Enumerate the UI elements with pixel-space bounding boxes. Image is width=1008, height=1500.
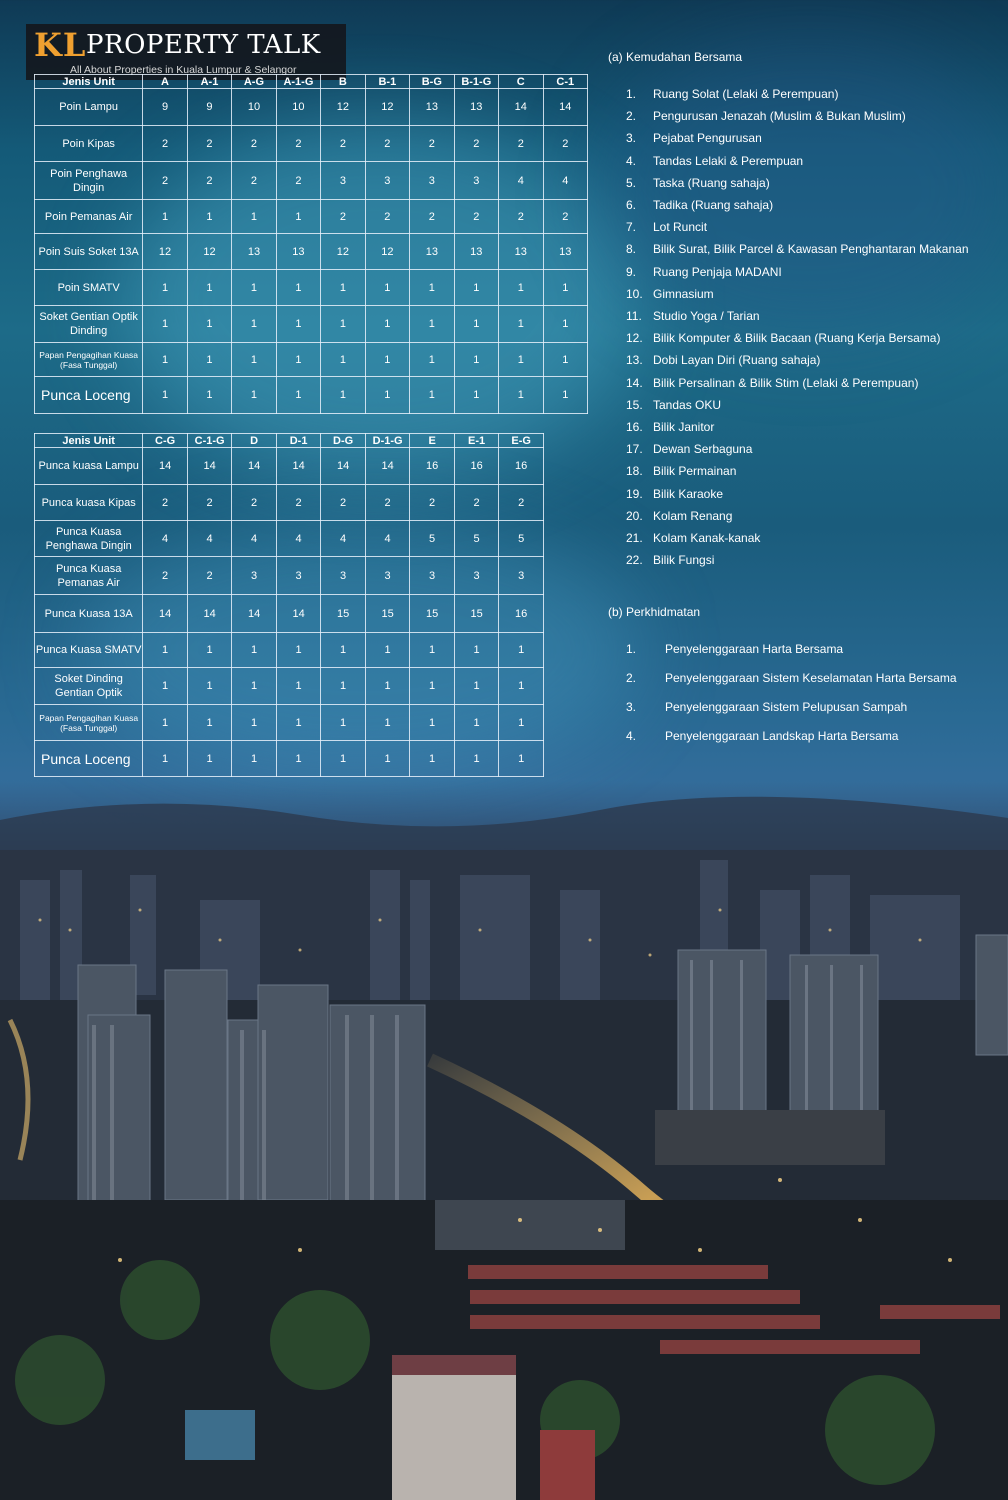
table-cell: 4 [499, 162, 543, 200]
table-cell: 2 [454, 126, 498, 162]
table-cell: 2 [276, 162, 320, 200]
table-row [35, 200, 588, 234]
table-cell: 1 [232, 633, 277, 668]
table-cell: 13 [454, 89, 498, 126]
table-cell: 2 [143, 126, 187, 162]
table-cell: 1 [365, 377, 409, 414]
table-cell: 1 [543, 306, 588, 343]
table-cell: 3 [321, 557, 366, 595]
list-item-number: 10. [626, 286, 643, 301]
column-header-unit: C [499, 75, 543, 89]
table-cell: 2 [410, 126, 454, 162]
table-cell: 1 [143, 633, 188, 668]
table-cell: 1 [232, 200, 276, 234]
table-row [35, 705, 544, 741]
column-header-unit: C-1 [543, 75, 588, 89]
table-cell: 15 [365, 595, 410, 633]
table-cell: 1 [499, 306, 543, 343]
table-cell: 2 [276, 485, 321, 521]
row-label: Papan Pengagihan Kuasa (Fasa Tunggal) [35, 343, 143, 377]
logo-title: PROPERTY TALK [86, 30, 321, 60]
row-label: Punca kuasa Lampu [35, 448, 143, 485]
site-logo [26, 24, 346, 80]
column-header-unit: D [232, 434, 277, 448]
table-cell: 5 [454, 521, 499, 557]
table-cell: 1 [187, 270, 231, 306]
list-item-number: 22. [626, 553, 643, 568]
table-cell: 12 [143, 234, 187, 270]
table-cell: 4 [232, 521, 277, 557]
table-cell: 1 [410, 668, 455, 705]
table-cell: 2 [321, 126, 365, 162]
list-item-text: Penyelenggaraan Harta Bersama [665, 642, 844, 656]
table-cell: 2 [543, 126, 588, 162]
list-item-text: Dewan Serbaguna [653, 442, 753, 457]
table-row [35, 343, 588, 377]
table-cell: 1 [276, 633, 321, 668]
table-cell: 1 [321, 705, 366, 741]
table-cell: 16 [410, 448, 455, 485]
table-cell: 3 [499, 557, 544, 595]
table-cell: 1 [365, 270, 409, 306]
list-item-number: 17. [626, 442, 643, 457]
table-cell: 16 [499, 448, 544, 485]
table-cell: 3 [454, 557, 499, 595]
table-cell: 1 [365, 306, 409, 343]
list-item-text: Bilik Surat, Bilik Parcel & Kawasan Penghantaran Makanan [653, 242, 969, 257]
table-cell: 2 [232, 485, 277, 521]
table-row [35, 306, 588, 343]
table-cell: 14 [143, 448, 188, 485]
table-cell: 1 [232, 343, 276, 377]
list-item-text: Dobi Layan Diri (Ruang sahaja) [653, 353, 821, 368]
table-row [35, 448, 544, 485]
kemudahan-heading: (a) Kemudahan Bersama [608, 50, 743, 64]
list-item-text: Bilik Fungsi [653, 553, 715, 568]
table-cell: 2 [143, 485, 188, 521]
table-cell: 3 [410, 162, 454, 200]
column-header-unit: D-G [321, 434, 366, 448]
row-label: Punca Kuasa Pemanas Air [35, 557, 143, 595]
list-item-number: 15. [626, 397, 643, 412]
list-item-text: Pejabat Pengurusan [653, 131, 762, 146]
column-header-unit: A-1 [187, 75, 231, 89]
table-cell: 2 [499, 200, 543, 234]
column-header-unit: E-G [499, 434, 544, 448]
list-item-number: 2. [626, 671, 637, 685]
table-cell: 10 [232, 89, 276, 126]
table-cell: 1 [499, 270, 543, 306]
column-header-unit: C-1-G [187, 434, 232, 448]
table-cell: 1 [499, 633, 544, 668]
table-cell: 1 [499, 741, 544, 777]
table-cell: 1 [143, 200, 187, 234]
table-cell: 1 [232, 705, 277, 741]
table-cell: 1 [365, 705, 410, 741]
table-cell: 1 [410, 741, 455, 777]
table-cell: 2 [410, 200, 454, 234]
table-cell: 1 [143, 377, 187, 414]
table-cell: 10 [276, 89, 320, 126]
table-cell: 1 [365, 633, 410, 668]
column-header-unit: B [321, 75, 365, 89]
table-cell: 2 [187, 162, 231, 200]
table-cell: 1 [543, 343, 588, 377]
list-item-number: 19. [626, 486, 643, 501]
table-cell: 1 [232, 270, 276, 306]
table-cell: 14 [187, 595, 232, 633]
list-item-number: 21. [626, 531, 643, 545]
table-cell: 14 [365, 448, 410, 485]
table-cell: 1 [276, 270, 320, 306]
table-cell: 2 [454, 200, 498, 234]
table-cell: 3 [365, 162, 409, 200]
list-item-text: Bilik Persalinan & Bilik Stim (Lelaki & Perempuan) [653, 375, 919, 390]
table-cell: 1 [543, 270, 588, 306]
column-header-jenis-unit: Jenis Unit [35, 434, 143, 448]
list-item-number: 3. [626, 131, 637, 146]
table-cell: 1 [276, 200, 320, 234]
table-cell: 1 [410, 705, 455, 741]
perkhidmatan-heading: (b) Perkhidmatan [608, 605, 701, 619]
list-item-text: Tandas Lelaki & Perempuan [653, 153, 804, 168]
list-item-text: Pengurusan Jenazah (Muslim & Bukan Muslim) [653, 109, 906, 124]
table-cell: 2 [365, 126, 409, 162]
table-cell: 3 [365, 557, 410, 595]
list-item-number: 7. [626, 220, 637, 235]
table-row [35, 162, 588, 200]
table-row [35, 595, 544, 633]
table-cell: 1 [410, 633, 455, 668]
table-cell: 1 [321, 633, 366, 668]
table-row [35, 633, 544, 668]
table-cell: 13 [232, 234, 276, 270]
table-cell: 2 [499, 485, 544, 521]
column-header-unit: A-1-G [276, 75, 320, 89]
table-cell: 1 [143, 306, 187, 343]
table-cell: 15 [454, 595, 499, 633]
table-cell: 12 [365, 89, 409, 126]
table-cell: 5 [410, 521, 455, 557]
table-cell: 1 [276, 668, 321, 705]
list-item-text: Tadika (Ruang sahaja) [653, 198, 774, 212]
table-cell: 1 [276, 705, 321, 741]
table-cell: 13 [276, 234, 320, 270]
table-cell: 1 [187, 306, 231, 343]
list-item-number: 14. [626, 375, 643, 390]
table-cell: 1 [454, 270, 498, 306]
table-cell: 2 [365, 485, 410, 521]
table-cell: 14 [187, 448, 232, 485]
list-item-number: 2. [626, 109, 637, 124]
logo-kl: KL [34, 26, 87, 64]
row-label: Poin Lampu [35, 89, 143, 126]
table-cell: 2 [365, 200, 409, 234]
list-item-text: Penyelenggaraan Landskap Harta Bersama [665, 729, 899, 743]
table-cell: 1 [410, 306, 454, 343]
row-label: Poin Suis Soket 13A [35, 234, 143, 270]
list-item-text: Ruang Solat (Lelaki & Perempuan) [653, 87, 839, 101]
table-cell: 1 [276, 377, 320, 414]
table-cell: 1 [143, 343, 187, 377]
table-cell: 16 [499, 595, 544, 633]
table-cell: 1 [232, 306, 276, 343]
table-cell: 4 [187, 521, 232, 557]
list-item-text: Lot Runcit [653, 220, 708, 235]
list-item-number: 8. [626, 242, 637, 257]
table-cell: 4 [543, 162, 588, 200]
table-cell: 1 [187, 200, 231, 234]
table-cell: 1 [321, 270, 365, 306]
table-row [35, 741, 544, 777]
table-cell: 14 [232, 595, 277, 633]
list-item-text: Tandas OKU [653, 397, 722, 412]
table-cell: 1 [321, 668, 366, 705]
list-item-number: 4. [626, 153, 637, 168]
table-row [35, 521, 544, 557]
table-cell: 3 [232, 557, 277, 595]
list-item-number: 13. [626, 353, 643, 368]
column-header-unit: C-G [143, 434, 188, 448]
column-header-unit: A [143, 75, 187, 89]
column-header-unit: D-1 [276, 434, 321, 448]
table-cell: 15 [321, 595, 366, 633]
table-cell: 1 [410, 270, 454, 306]
list-item-number: 1. [626, 87, 637, 101]
table-cell: 1 [410, 377, 454, 414]
table-cell: 1 [321, 306, 365, 343]
table-cell: 1 [365, 343, 409, 377]
row-label: Papan Pengagihan Kuasa (Fasa Tunggal) [35, 705, 143, 741]
row-label: Punca kuasa Kipas [35, 485, 143, 521]
table-cell: 1 [321, 343, 365, 377]
list-item-number: 6. [626, 198, 637, 212]
table-cell: 2 [232, 162, 276, 200]
row-label: Poin Kipas [35, 126, 143, 162]
table-cell: 14 [276, 595, 321, 633]
table-row [35, 557, 544, 595]
table-cell: 1 [454, 306, 498, 343]
column-header-unit: B-1-G [454, 75, 498, 89]
table-cell: 1 [187, 705, 232, 741]
table-cell: 14 [276, 448, 321, 485]
table-cell: 13 [410, 89, 454, 126]
table-cell: 1 [187, 377, 231, 414]
table-cell: 1 [187, 741, 232, 777]
table-cell: 9 [187, 89, 231, 126]
table-cell: 1 [143, 668, 188, 705]
table-cell: 12 [321, 89, 365, 126]
table-cell: 1 [321, 741, 366, 777]
table-cell: 1 [454, 705, 499, 741]
table-cell: 2 [187, 485, 232, 521]
table-cell: 4 [276, 521, 321, 557]
table-cell: 1 [143, 270, 187, 306]
table-cell: 2 [187, 126, 231, 162]
list-item-text: Taska (Ruang sahaja) [653, 175, 770, 190]
table-cell: 1 [143, 741, 188, 777]
list-item-text: Kolam Kanak-kanak [653, 531, 761, 545]
list-item-number: 11. [626, 309, 642, 323]
table-cell: 5 [499, 521, 544, 557]
table-cell: 13 [454, 234, 498, 270]
list-item-text: Gimnasium [653, 286, 714, 301]
list-item-number: 20. [626, 508, 643, 523]
table-cell: 14 [232, 448, 277, 485]
list-item-text: Bilik Karaoke [653, 486, 724, 501]
list-item-text: Penyelenggaraan Sistem Keselamatan Harta Bersama [665, 671, 957, 685]
table-cell: 2 [321, 200, 365, 234]
table-cell: 4 [321, 521, 366, 557]
table-row [35, 89, 588, 126]
table-cell: 2 [187, 557, 232, 595]
row-label: Punca Kuasa Penghawa Dingin [35, 521, 143, 557]
table-cell: 1 [187, 343, 231, 377]
table-row [35, 668, 544, 705]
table-cell: 12 [187, 234, 231, 270]
table-cell: 1 [499, 343, 543, 377]
list-item-text: Bilik Permainan [653, 464, 737, 479]
table-cell: 1 [410, 343, 454, 377]
table-cell: 4 [143, 521, 188, 557]
table-cell: 2 [143, 557, 188, 595]
table-cell: 1 [454, 741, 499, 777]
table-row [35, 126, 588, 162]
table-cell: 1 [321, 377, 365, 414]
list-item-text: Bilik Komputer & Bilik Bacaan (Ruang Kerja Bersama) [653, 331, 941, 346]
list-item-text: Kolam Renang [653, 508, 733, 523]
table-row [35, 234, 588, 270]
list-item-number: 3. [626, 700, 637, 714]
row-label: Poin SMATV [35, 270, 143, 306]
table-cell: 13 [410, 234, 454, 270]
table-cell: 1 [499, 705, 544, 741]
table-cell: 1 [365, 668, 410, 705]
table-cell: 1 [454, 668, 499, 705]
table-cell: 1 [499, 377, 543, 414]
table-cell: 1 [365, 741, 410, 777]
row-label: Punca Loceng [35, 741, 143, 777]
table-cell: 1 [454, 633, 499, 668]
table-cell: 1 [232, 741, 277, 777]
table-cell: 12 [321, 234, 365, 270]
table-row [35, 377, 588, 414]
column-header-unit: E-1 [454, 434, 499, 448]
table-cell: 2 [454, 485, 499, 521]
table-cell: 4 [365, 521, 410, 557]
table-cell: 3 [276, 557, 321, 595]
table-cell: 3 [410, 557, 455, 595]
row-label: Poin Penghawa Dingin [35, 162, 143, 200]
row-label: Poin Pemanas Air [35, 200, 143, 234]
list-item-number: 16. [626, 420, 643, 434]
column-header-jenis-unit: Jenis Unit [35, 75, 143, 89]
table-cell: 1 [543, 377, 588, 414]
table-cell: 1 [454, 343, 498, 377]
list-item-text: Penyelenggaraan Sistem Pelupusan Sampah [665, 700, 908, 714]
table-cell: 1 [499, 668, 544, 705]
table-cell: 2 [232, 126, 276, 162]
list-item-number: 18. [626, 464, 643, 479]
table-cell: 1 [276, 343, 320, 377]
column-header-unit: E [410, 434, 455, 448]
column-header-unit: A-G [232, 75, 276, 89]
row-label: Punca Kuasa 13A [35, 595, 143, 633]
table-cell: 3 [454, 162, 498, 200]
column-header-unit: B-1 [365, 75, 409, 89]
spec-table-2 [34, 433, 544, 777]
table-row [35, 270, 588, 306]
spec-table-1 [34, 74, 588, 414]
table-cell: 2 [143, 162, 187, 200]
list-item-number: 9. [626, 264, 637, 279]
table-cell: 12 [365, 234, 409, 270]
logo-subtitle: All About Properties in Kuala Lumpur & Selangor [70, 64, 297, 76]
table-cell: 16 [454, 448, 499, 485]
column-header-unit: B-G [410, 75, 454, 89]
table-cell: 3 [321, 162, 365, 200]
list-item-text: Bilik Janitor [653, 420, 715, 434]
table-cell: 1 [187, 633, 232, 668]
list-item-number: 1. [626, 642, 637, 656]
table-cell: 1 [454, 377, 498, 414]
city-skyline-image [0, 780, 1008, 1500]
table-header-row [35, 434, 544, 448]
table-cell: 14 [143, 595, 188, 633]
table-cell: 2 [321, 485, 366, 521]
column-header-unit: D-1-G [365, 434, 410, 448]
table-cell: 14 [499, 89, 543, 126]
table-cell: 1 [143, 705, 188, 741]
row-label: Soket Gentian Optik Dinding [35, 306, 143, 343]
list-item-number: 5. [626, 175, 637, 190]
row-label: Punca Kuasa SMATV [35, 633, 143, 668]
table-cell: 14 [321, 448, 366, 485]
table-cell: 1 [187, 668, 232, 705]
table-cell: 2 [276, 126, 320, 162]
table-cell: 2 [410, 485, 455, 521]
table-cell: 15 [410, 595, 455, 633]
row-label: Punca Loceng [35, 377, 143, 414]
row-label: Soket Dinding Gentian Optik [35, 668, 143, 705]
list-item-text: Studio Yoga / Tarian [653, 309, 760, 323]
list-item-number: 4. [626, 729, 637, 743]
list-item-text: Ruang Penjaja MADANI [653, 264, 782, 279]
table-cell: 13 [543, 234, 588, 270]
table-cell: 14 [543, 89, 588, 126]
table-cell: 1 [232, 668, 277, 705]
table-cell: 9 [143, 89, 187, 126]
table-cell: 2 [499, 126, 543, 162]
list-item-number: 12. [626, 331, 643, 346]
table-cell: 2 [543, 200, 588, 234]
table-header-row [35, 75, 588, 89]
table-row [35, 485, 544, 521]
table-cell: 1 [232, 377, 276, 414]
table-cell: 1 [276, 306, 320, 343]
table-cell: 13 [499, 234, 543, 270]
table-cell: 1 [276, 741, 321, 777]
